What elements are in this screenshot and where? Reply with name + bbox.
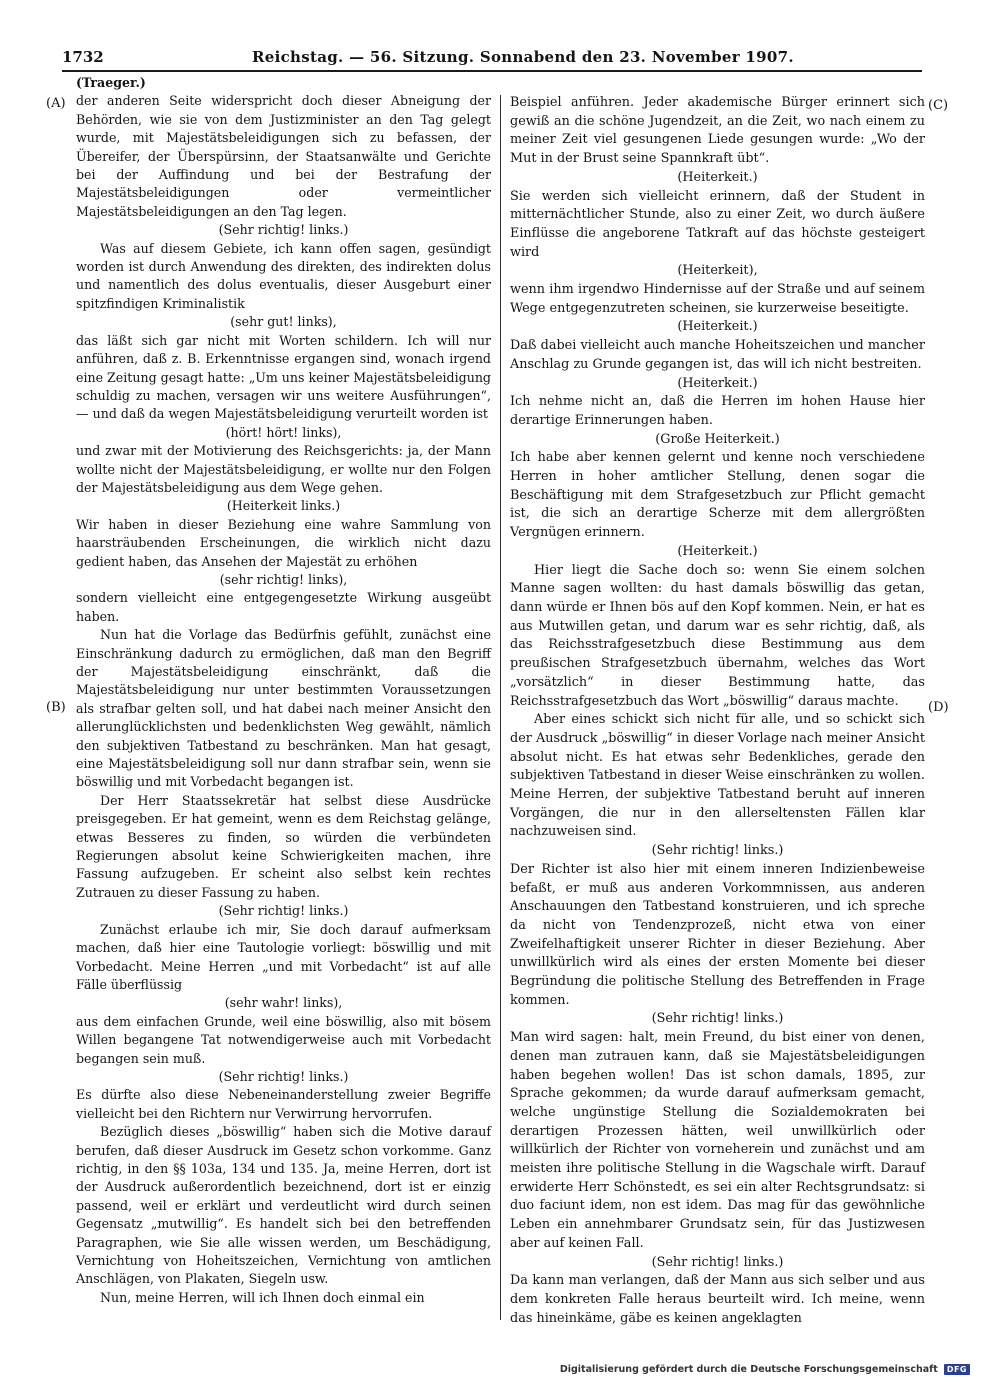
interjection: (Heiterkeit.) bbox=[677, 169, 758, 185]
page-number: 1732 bbox=[62, 48, 104, 66]
paragraph: Nun hat die Vorlage das Bedürfnis gefühlt, zunächst eine Einschränkung dadurch zu ermöglichen, daß man den Begriff der Majestätsbeleidigung einschränkt, daß die Majestätsbeleidigung nur unter bestimmten Voraussetzungen als strafbar gelten soll, und hat dabei nach meiner Ansicht den allerunglücklichsten und bedenklichsten Weg gewählt, nämlich den subjektiven Tatbestand zu beschränken. Man hat gesagt, eine Majestätsbeleidigung soll nur dann strafbar sein, wenn sie böswillig und mit Vorbedacht begangen ist. bbox=[76, 627, 491, 790]
interjection: (Heiterkeit.) bbox=[677, 543, 758, 559]
right-column bbox=[510, 94, 925, 1328]
interjection: (Sehr richtig! links.) bbox=[218, 222, 349, 238]
paragraph: und zwar mit der Motivierung des Reichsgerichts: ja, der Mann wollte nicht der Majestätsbeleidigung, er wollte nur den Folgen der Majestätsbeleidigung aus dem Wege gehen. bbox=[76, 443, 491, 495]
interjection: (Große Heiterkeit.) bbox=[655, 431, 780, 447]
footer-text: Digitalisierung gefördert durch die Deutsche Forschungsgemeinschaft bbox=[559, 1364, 938, 1375]
interjection: (Sehr richtig! links.) bbox=[218, 1068, 349, 1084]
paragraph: Der Richter ist also hier mit einem inneren Indizienbeweise befaßt, er muß aus anderen Vorkommnissen, aus anderen Anschauungen den Tatbestand konstruieren, und ich spreche da nicht von Tendenzprozeß, nicht etwa von einer Zweifelhaftigkeit unserer Richter in dieser Beziehung. Aber unwillkürlich wird als eines der ersten Momente bei dieser Begründung die politische Stellung des Betreffenden in Frage kommen. bbox=[510, 861, 925, 1008]
paragraph: Da kann man verlangen, daß der Mann aus sich selber und aus dem konkreten Falle heraus beurteilt wird. Ich meine, wenn das hineinkäme, gäbe es keinen angeklagten bbox=[510, 1273, 925, 1326]
interjection: (sehr wahr! links), bbox=[224, 995, 343, 1011]
column-separator bbox=[500, 95, 501, 1320]
paragraph: der anderen Seite widerspricht doch dieser Abneigung der Behörden, wie sie von dem Justizminister an den Tag gelegt wurde, mit Majestätsbeleidigungen sich zu befassen, der Übereifer, der Überspürsinn, der Staatsanwälte und Gerichte bei der Auffindung und bei der Bestrafung der Majestätsbeleidigungen oder vermeintlicher Majestätsbeleidigungen an den Tag legen. bbox=[76, 93, 491, 219]
paragraph: aus dem einfachen Grunde, weil eine böswillig, also mit bösem Willen begangene Tat notwendigerweise auch mit Vorbedacht begangen sein muß. bbox=[76, 1013, 491, 1066]
paragraph: Ich habe aber kennen gelernt und kenne noch verschiedene Herren in hoher amtlicher Stellung, denen sogar die Beschäftigung mit dem Strafgesetzbuch zur Pflicht gemacht ist, die sich an derartige Scherze mit dem allergrößten Vergnügen erinnern. bbox=[510, 450, 925, 541]
paragraph: Beispiel anführen. Jeder akademische Bürger erinnert sich gewiß an die schöne Jugendzeit, an die Zeit, wo nach einem zu meiner Zeit viel gesungenen Liede gesungen wurde: „Wo der Mut in der Brust seine Spannkraft übt“. bbox=[510, 95, 925, 167]
interjection: (Sehr richtig! links.) bbox=[651, 843, 784, 859]
paragraph: Der Herr Staatssekretär hat selbst diese Ausdrücke preisgegeben. Er hat gemeint, wenn es dem Reichstag gelänge, etwas Besseres zu finden, so würden die verbündeten Regierungen absolut keine Schwierigkeiten machen, ihre Fassung aufzugeben. Er scheint also selbst kein rechtes Zutrauen zu dieser Fassung zu haben. bbox=[76, 792, 491, 900]
digitization-footer bbox=[560, 1364, 970, 1375]
paragraph: Aber eines schickt sich nicht für alle, und so schickt sich der Ausdruck „böswillig“ in dieser Vorlage nach meiner Ansicht absolut nicht. Es hat etwas sehr Bedenkliches, gerade den subjektiven Tatbestand in dieser Weise einschränken zu wollen. Meine Herren, der subjektive Tatbestand beruht auf inneren Vorgängen, die nur in den allerseltensten Fällen klar nachzuweisen sind. bbox=[510, 712, 925, 840]
paragraph: sondern vielleicht eine entgegengesetzte Wirkung ausgeübt haben. bbox=[76, 590, 491, 624]
paragraph: Bezüglich dieses „böswillig“ haben sich die Motive darauf berufen, daß dieser Ausdruck im Gesetz schon vorkomme. Ganz richtig, in den §§ 103a, 134 und 135. Ja, meine Herren, dort ist der Ausdruck außerordentlich bezeichnend, dort ist er einzig passend, weil er erklärt und verdeutlicht wird durch seinen Gegensatz „mutwillig“. Es handelt sich bei den betreffenden Paragraphen, wie Sie alle wissen werden, um Beschädigung, Vernichtung von Hoheitszeichen, Vernichtung von amtlichen Anschlägen, von Plakaten, Siegeln usw. bbox=[76, 1124, 491, 1287]
left-column bbox=[76, 74, 491, 1307]
interjection: (Heiterkeit.) bbox=[677, 319, 758, 335]
interjection: (sehr richtig! links), bbox=[219, 571, 348, 587]
interjection: (sehr gut! links), bbox=[230, 314, 337, 330]
margin-marker-d: (D) bbox=[928, 700, 949, 715]
paragraph: Es dürfte also diese Nebeneinanderstellung zweier Begriffe vielleicht bei den Richtern nur Verwirrung hervorrufen. bbox=[76, 1087, 491, 1121]
margin-marker-a: (A) bbox=[46, 96, 66, 111]
paragraph: Sie werden sich vielleicht erinnern, daß der Student in mitternächtlicher Stunde, also zu einer Zeit, wo durch äußere Einflüsse die angeborene Tatkraft auf das höchste gesteigert wird bbox=[510, 188, 925, 260]
page-header bbox=[62, 46, 942, 68]
paragraph: Daß dabei vielleicht auch manche Hoheitszeichen und mancher Anschlag zu Grunde gegangen ist, das will ich nicht bestreiten. bbox=[510, 338, 925, 372]
paragraph: das läßt sich gar nicht mit Worten schildern. Ich will nur anführen, daß z. B. Erkenntnisse ergangen sind, wonach irgend eine Zeitung gesagt hatte: „Um uns keiner Majestätsbeleidigung schuldig zu machen, versagen wir uns weitere Ausführungen“, — und daß da wegen Majestätsbeleidigung verurteilt worden ist bbox=[76, 332, 491, 422]
interjection: (Heiterkeit links.) bbox=[226, 498, 341, 514]
paragraph: Nun, meine Herren, will ich Ihnen doch einmal ein bbox=[100, 1289, 425, 1305]
paragraph: Man wird sagen: halt, mein Freund, du bist einer von denen, denen man zutrauen kann, daß sie Majestätsbeleidigungen haben begehen wollen! Das ist schon damals, 1895, zur Sprache gekommen; da wurde darauf aufmerksam gemacht, welche ungünstige Stellung die Sozialdemokraten bei derartigen Prozessen hätten, weil unwillkürlich oder willkürlich der Richter von vorneherein und zunächst und am meisten ihre politische Stellung in die Wagschale wirft. Darauf erwiderte Herr Schönstedt, es sei ein alter Rechtsgrundsatz: si duo faciunt idem, non est idem. Das mag für das gewöhnliche Leben ein annehmbarer Grundsatz sein, für das Justizwesen aber auf keinen Fall. bbox=[510, 1030, 925, 1251]
paragraph: Zunächst erlaube ich mir, Sie doch darauf aufmerksam machen, daß hier eine Tautologie vorliegt: böswillig und mit Vorbedacht. Meine Herren „und mit Vorbedacht“ ist auf alle Fälle überflüssig bbox=[76, 921, 491, 992]
interjection: (Heiterkeit), bbox=[677, 263, 758, 279]
margin-marker-c: (C) bbox=[928, 98, 949, 113]
interjection: (Heiterkeit.) bbox=[677, 375, 758, 391]
paragraph: Hier liegt die Sache doch so: wenn Sie einem solchen Manne sagen wollten: du hast damals böswillig das getan, dann würde er Ihnen bös auf den Kopf kommen. Nein, er hat es aus Mutwillen getan, und darum war es sehr richtig, daß, als das Reichsstrafgesetzbuch diese Bestimmung aus dem preußischen Strafgesetzbuch übernahm, welches das Wort „vorsätzlich“ in dieser Bestimmung hatte, das Reichsstrafgesetzbuch das Wort „böswillig“ daraus machte. bbox=[510, 562, 925, 709]
paragraph: Ich nehme nicht an, daß die Herren im hohen Hause hier derartige Erinnerungen haben. bbox=[510, 394, 925, 428]
dfg-logo-icon: DFG bbox=[944, 1364, 970, 1375]
speaker-name: (Traeger.) bbox=[76, 75, 146, 90]
interjection: (hört! hört! links), bbox=[225, 424, 342, 440]
interjection: (Sehr richtig! links.) bbox=[651, 1254, 784, 1270]
paragraph: Was auf diesem Gebiete, ich kann offen sagen, gesündigt worden ist durch Anwendung des direkten, des indirekten dolus und namentlich des dolus eventualis, dieser Ausgeburt einer spitzfindigen Kriminalistik bbox=[76, 240, 491, 311]
interjection: (Sehr richtig! links.) bbox=[218, 903, 349, 919]
margin-marker-b: (B) bbox=[46, 700, 66, 715]
interjection: (Sehr richtig! links.) bbox=[651, 1011, 784, 1027]
paragraph: wenn ihm irgendwo Hindernisse auf der Straße und auf seinem Wege entgegenzutreten scheinen, sie kurzerweise beseitigte. bbox=[510, 282, 925, 316]
paragraph: Wir haben in dieser Beziehung eine wahre Sammlung von haarsträubenden Erscheinungen, die wirklich nicht dazu gedient haben, das Ansehen der Majestät zu erhöhen bbox=[76, 516, 491, 569]
running-head: Reichstag. — 56. Sitzung. Sonnabend den 23. November 1907. bbox=[252, 48, 794, 66]
header-rule bbox=[62, 70, 922, 72]
